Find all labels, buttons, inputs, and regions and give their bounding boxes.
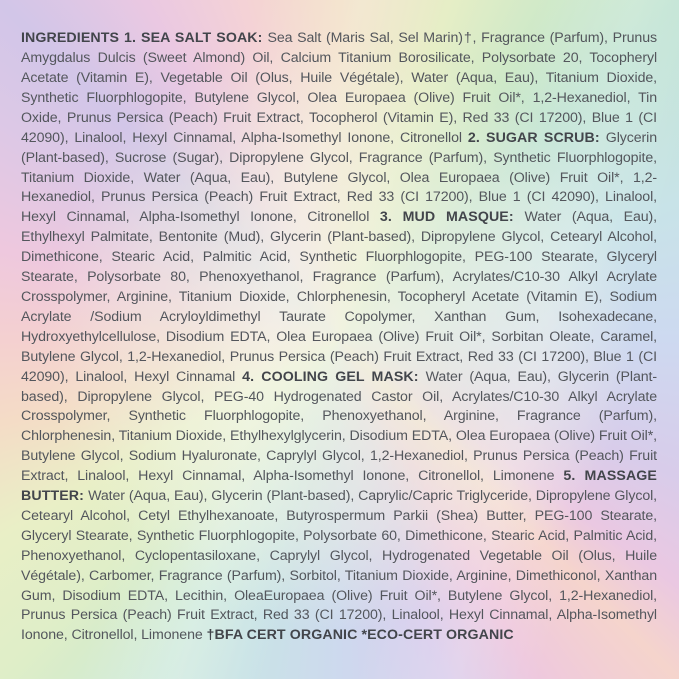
section-ingredients-3: Water (Aqua, Eau), Ethylhexyl Palmitate, Bentonite (Mud), Glycerin (Plant-based), Dipropylene Glycol, Cetearyl Alcohol, Dimethicone, Stearic Acid, Palmitic Acid, Synthetic Fluorphlogopite, PEG-100 Stearate, Glyceryl Stearate, Polysorbate 80, Phenoxyethanol, Fragrance (Parfum), Acrylates/C10-30 Alkyl Acrylate Crosspolymer, Arginine, Titanium Dioxide, Chlorphenesin, Tocopheryl Acetate (Vitamin E), Sodium Acrylate /Sodium Acryloyldimethyl Taurate Copolymer, Xanthan Gum, Isohexadecane, Hydroxyethylcellulose, Disodium EDTA, Olea Europaea (Olive) Fruit Oil*, Sorbitan Oleate, Caramel, Butylene Glycol, 1,2-Hexanediol, Prunus Persica (Peach) Fruit Extract, Red 33 (CI 17200), Blue 1 (CI 42090), Linalool, Hexyl Cinnamal — [21, 209, 657, 385]
section-heading-3: 3. MUD MASQUE: — [379, 209, 525, 226]
section-heading-4: 4. COOLING GEL MASK: — [242, 368, 426, 385]
section-ingredients-2: Glycerin (Plant-based), Sucrose (Sugar), Dipropylene Glycol, Fragrance (Parfum), Synthetic Fluorphlogopite, Titanium Dioxide, Water (Aqua, Eau), Butylene Glycol, Olea Europaea (Olive) Fruit Oil*, 1,2-Hexanediol, Prunus Persica (Peach) Fruit Extract, Red 33 (CI 17200), Blue 1 (CI 42090), Linalool, Hexyl Cinnamal, Alpha-Isomethyl Ionone, Citronellol — [21, 129, 658, 226]
section-heading-2: 2. SUGAR SCRUB: — [467, 129, 606, 146]
organic-cert-footnote: †BFA CERT ORGANIC *ECO-CERT ORGANIC — [206, 627, 514, 644]
section-heading-5: 5. MASSAGE BUTTER: — [21, 468, 657, 505]
section-ingredients-5: Water (Aqua, Eau), Glycerin (Plant-based), Caprylic/Capric Triglyceride, Dipropylene Glycol, Cetearyl Alcohol, Cetyl Ethylhexanoate, Butyrospermum Parkii (Shea) Butter, PEG-100 Stearate, Glyceryl Stearate, Synthetic Fluorphlogopite, Polysorbate 60, Dimethicone, Stearic Acid, Palmitic Acid, Phenoxyethanol, Cyclopentasiloxane, Caprylyl Glycol, Hydrogenated Vegetable Oil (Olus, Huile Végétale), Carbomer, Fragrance (Parfum), Sorbitol, Titanium Dioxide, Arginine, Dimethiconol, Xanthan Gum, Disodium EDTA, Lecithin, OleaEuropaea (Olive) Fruit Oil*, Butylene Glycol, 1,2-Hexanediol, Prunus Persica (Peach) Fruit Extract, Red 33 (CI 17200), Linalool, Hexyl Cinnamal, Alpha-Isomethyl Ionone, Citronellol, Limonene — [21, 488, 658, 644]
section-ingredients-4: Water (Aqua, Eau), Glycerin (Plant-based), Dipropylene Glycol, PEG-40 Hydrogenated Castor Oil, Acrylates/C10-30 Alkyl Acrylate Crosspolymer, Synthetic Fluorphlogopite, Phenoxyethanol, Arginine, Fragrance (Parfum), Chlorphenesin, Titanium Dioxide, Ethylhexylglycerin, Disodium EDTA, Olea Europaea (Olive) Fruit Oil*, Butylene Glycol, Sodium Hyaluronate, Caprylyl Glycol, 1,2-Hexanediol, Prunus Persica (Peach) Fruit Extract, Linalool, Hexyl Cinnamal, Alpha-Isomethyl Ionone, Citronellol, Limonene — [21, 368, 658, 485]
section-heading-1: INGREDIENTS 1. SEA SALT SOAK: — [21, 30, 268, 47]
section-ingredients-1: Sea Salt (Maris Sal, Sel Marin)†, Fragrance (Parfum), Prunus Amygdalus Dulcis (Sweet Almond) Oil, Calcium Titanium Borosilicate, Polysorbate 20, Tocopheryl Acetate (Vitamin E), Vegetable Oil (Olus, Huile Végétale), Water (Aqua, Eau), Titanium Dioxide, Synthetic Fluorphlogopite, Butylene Glycol, Olea Europaea (Olive) Fruit Oil*, 1,2-Hexanediol, Tin Oxide, Prunus Persica (Peach) Fruit Extract, Tocopherol (Vitamin E), Red 33 (CI 17200), Blue 1 (CI 42090), Linalool, Hexyl Cinnamal, Alpha-Isomethyl Ionone, Citronellol — [21, 30, 657, 146]
ingredients-text — [21, 29, 657, 646]
